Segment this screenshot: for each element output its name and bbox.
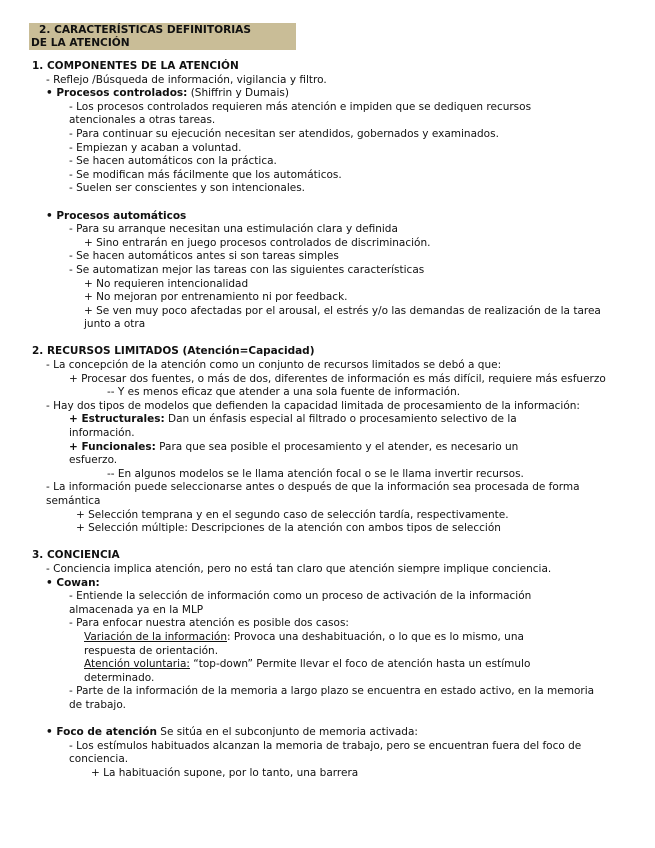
foco-item-1-sub: + La habituación supone, por lo tanto, una barrera [91, 766, 359, 779]
recursos-p3: - La información puede seleccionarse antes o después de que la información sea procesada de forma semántica [46, 481, 580, 507]
controlados-item-5: - Se modifican más fácilmente que los automáticos. [69, 168, 342, 181]
controlados-item-3: - Empiezan y acaban a voluntad. [69, 141, 242, 154]
funcionales-text: Para que sea posible el procesamiento y el atender, es necesario un esfuerzo. [69, 440, 519, 467]
document-body [0, 60, 655, 780]
controlados-label: • Procesos controlados: [46, 87, 188, 100]
controlados-item-1: - Los procesos controlados requieren más atención e impiden que se dediquen recursos atencionales a otras tareas. [69, 100, 532, 127]
foco-text: Se sitúa en el subconjunto de memoria activada: [156, 726, 418, 739]
automaticos-item-2: - Se hacen automáticos antes si son tareas simples [69, 250, 339, 263]
estructurales-text: Dan un énfasis especial al filtrado o procesamiento selectivo de la información. [69, 413, 517, 440]
cowan-voluntaria [84, 658, 589, 685]
controlados-authors: (Shiffrin y Dumais) [187, 87, 289, 100]
conciencia-intro: - Conciencia implica atención, pero no está tan claro que atención siempre implique conciencia. [46, 562, 552, 575]
automaticos-item-3-sub-3: + Se ven muy poco afectadas por el arousal, el estrés y/o las demandas de realización de la tarea junto a otra [84, 304, 601, 331]
componentes-intro: - Reflejo /Búsqueda de información, vigilancia y filtro. [46, 73, 327, 86]
automaticos-item-1: - Para su arranque necesitan una estimulación clara y definida [69, 223, 398, 236]
heading-recursos-limitados: 2. RECURSOS LIMITADOS (Atención=Capacidad) [32, 345, 315, 358]
recursos-estructurales [69, 413, 579, 440]
bullet-foco-atencion [46, 726, 655, 740]
variacion-text: : Provoca una deshabituación, o lo que es lo mismo, una respuesta de orientación. [84, 630, 524, 657]
automaticos-item-3-sub-2: + No mejoran por entrenamiento ni por feedback. [84, 291, 348, 304]
recursos-funcionales-sub: -- En algunos modelos se le llama atención focal o se le llama invertir recursos. [107, 467, 524, 480]
voluntaria-text: “top-down” Permite llevar el foco de atención hasta un estímulo determinado. [84, 658, 531, 684]
recursos-funcionales [69, 441, 569, 468]
section-header-line-2: DE LA ATENCIÓN [31, 36, 130, 49]
funcionales-label: + Funcionales: [69, 440, 156, 453]
recursos-p1-subsub: -- Y es menos eficaz que atender a una sola fuente de información. [107, 386, 461, 399]
bullet-procesos-controlados [46, 87, 655, 101]
bullet-cowan: • Cowan: [46, 576, 100, 589]
recursos-p2: - Hay dos tipos de modelos que defienden la capacidad limitada de procesamiento de la información: [46, 399, 580, 412]
recursos-p3-sub-2: + Selección múltiple: Descripciones de la atención con ambos tipos de selección [76, 522, 501, 535]
recursos-p1-sub: + Procesar dos fuentes, o más de dos, diferentes de información es más difícil, requiere más esfuerzo [69, 372, 606, 385]
foco-label: • Foco de atención [46, 726, 157, 739]
controlados-item-6: - Suelen ser conscientes y son intencionales. [69, 182, 306, 195]
cowan-item-3: - Parte de la información de la memoria a largo plazo se encuentra en estado activo, en la memoria de trabajo. [69, 685, 595, 711]
cowan-item-1: - Entiende la selección de información como un proceso de activación de la información almacenada ya en la MLP [69, 590, 532, 616]
voluntaria-label: Atención voluntaria: [84, 658, 190, 671]
bullet-procesos-automaticos: • Procesos automáticos [46, 209, 187, 222]
controlados-item-4: - Se hacen automáticos con la práctica. [69, 155, 277, 168]
cowan-variacion [84, 631, 554, 658]
section-header-line-1: 2. CARACTERÍSTICAS DEFINITORIAS [39, 24, 252, 36]
automaticos-item-3-sub-1: + No requieren intencionalidad [84, 277, 249, 290]
foco-item-1: - Los estímulos habituados alcanzan la memoria de trabajo, pero se encuentran fuera del foco de conciencia. [69, 739, 582, 766]
automaticos-item-1-sub: + Sino entrarán en juego procesos controlados de discriminación. [84, 236, 431, 249]
section-header [31, 24, 293, 49]
estructurales-label: + Estructurales: [69, 413, 165, 426]
recursos-p3-sub-1: + Selección temprana y en el segundo caso de selección tardía, respectivamente. [76, 508, 509, 521]
heading-conciencia: 3. CONCIENCIA [32, 549, 120, 562]
recursos-p1: - La concepción de la atención como un conjunto de recursos limitados se debó a que: [46, 359, 502, 372]
cowan-item-2: - Para enfocar nuestra atención es posible dos casos: [69, 617, 349, 630]
controlados-item-2: - Para continuar su ejecución necesitan ser atendidos, gobernados y examinados. [69, 127, 499, 140]
heading-componentes: 1. COMPONENTES DE LA ATENCIÓN [32, 60, 239, 72]
variacion-label: Variación de la información [84, 630, 227, 643]
automaticos-item-3: - Se automatizan mejor las tareas con las siguientes características [69, 263, 425, 276]
